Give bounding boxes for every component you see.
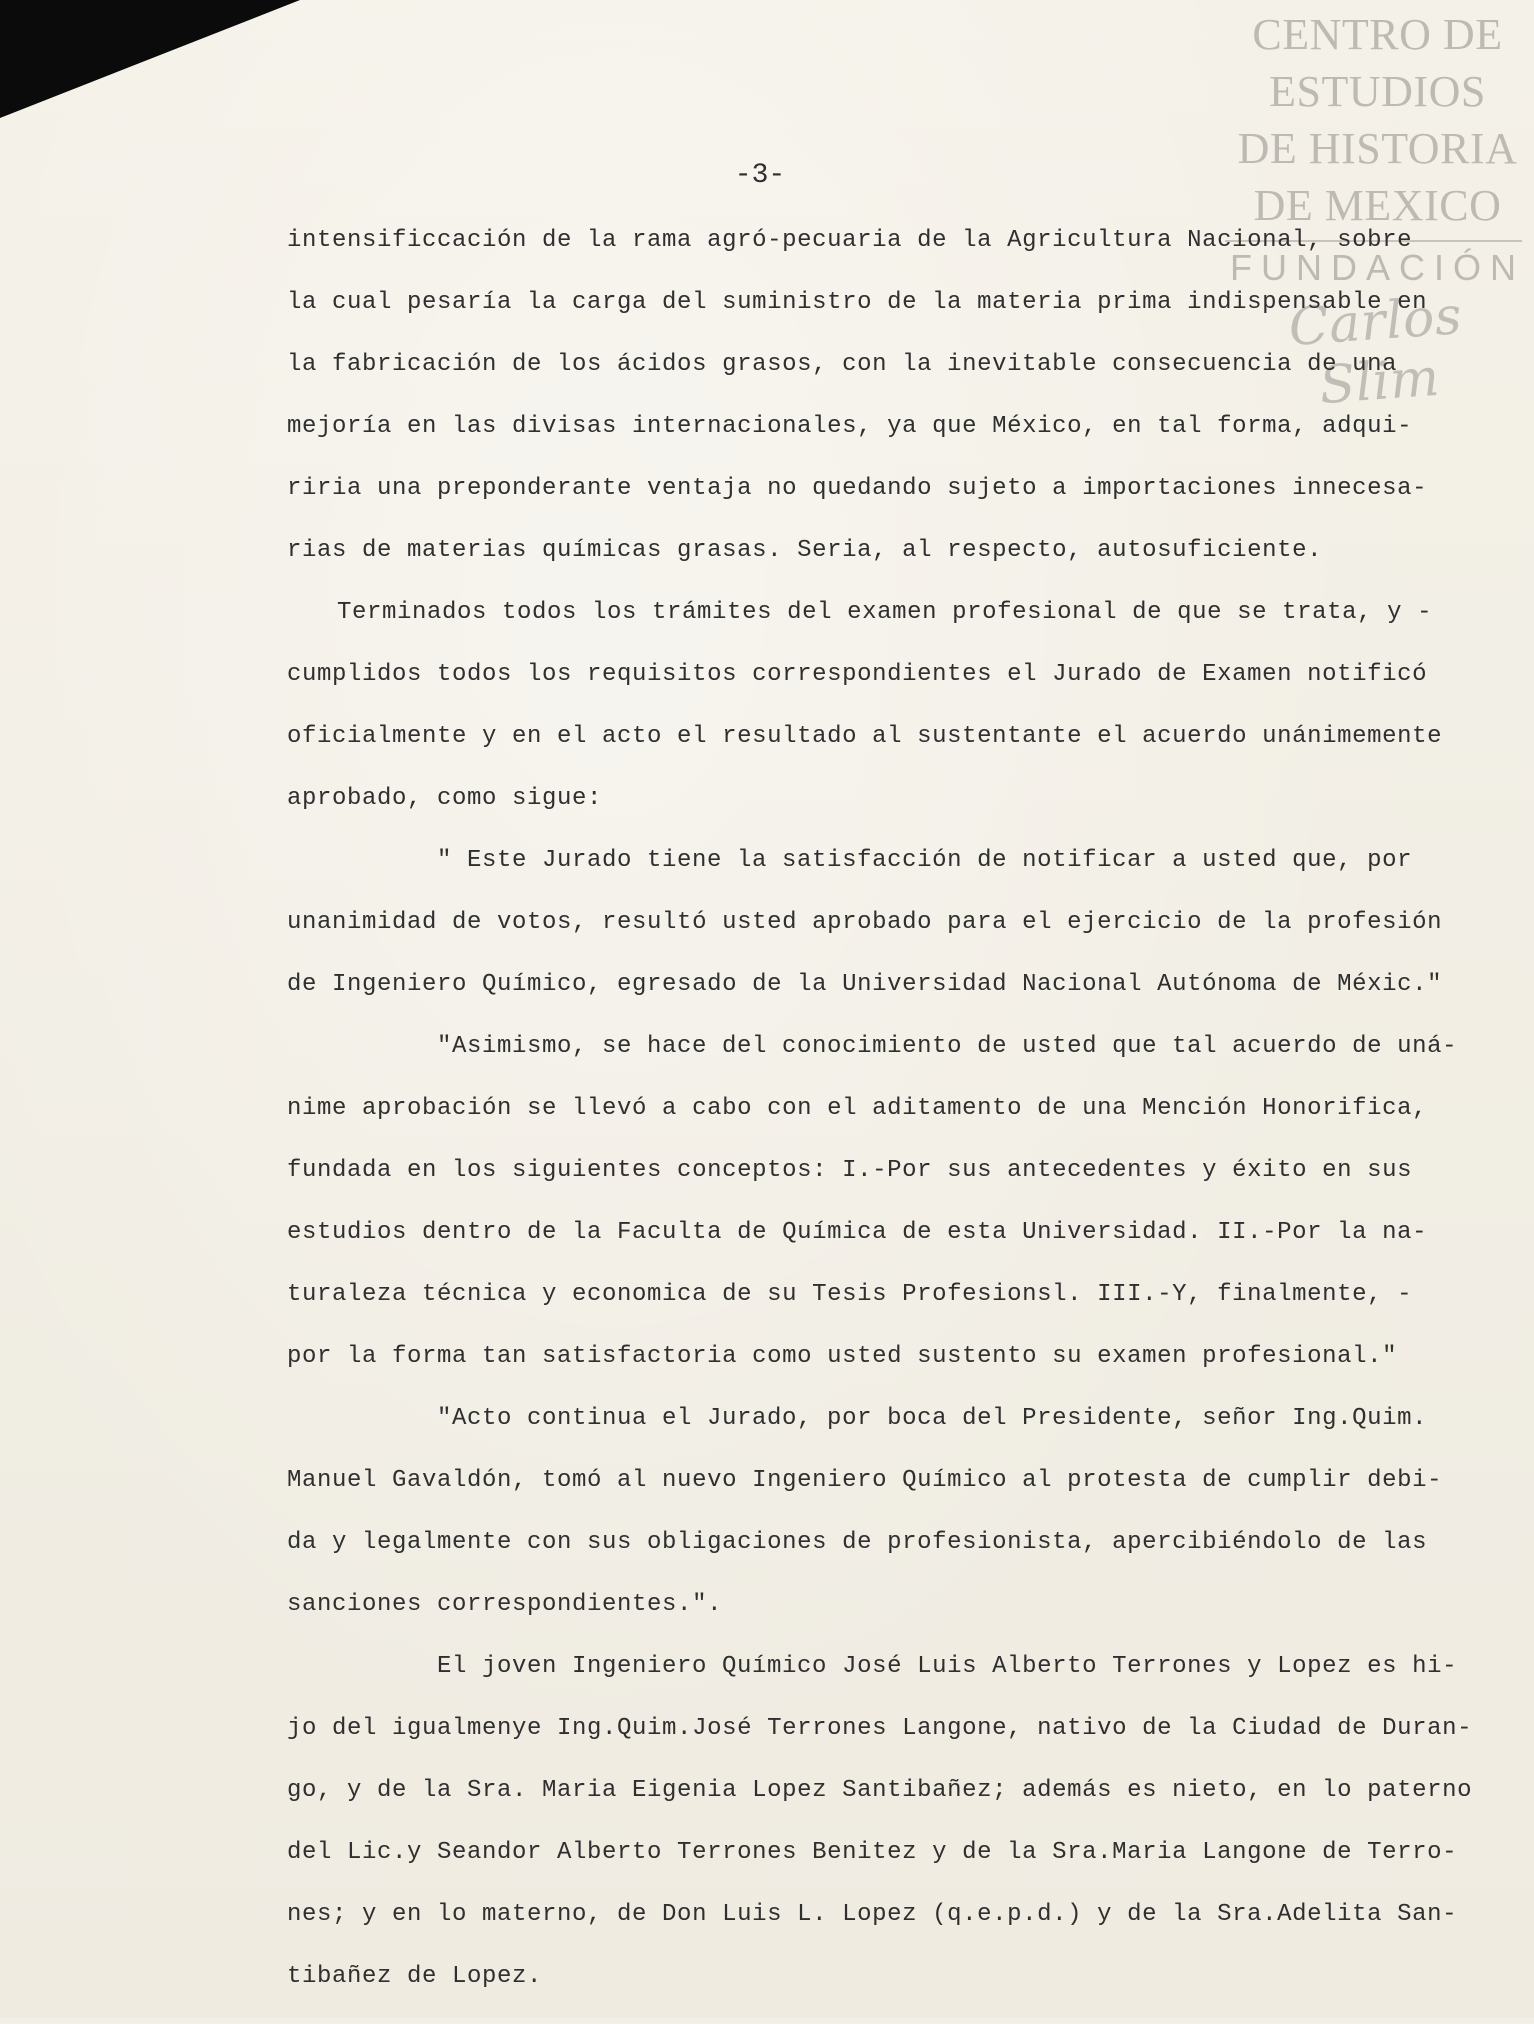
- text-line: aprobado, como sigue:: [287, 785, 603, 812]
- text-line: por la forma tan satisfactoria como usted sustento su examen profesional.": [287, 1343, 1398, 1370]
- text-line: tibañez de Lopez.: [287, 1963, 543, 1990]
- watermark-line: DE MEXICO: [1253, 181, 1502, 230]
- document-body: [287, 226, 1487, 2024]
- text-line: "Asimismo, se hace del conocimiento de usted que tal acuerdo de uná-: [437, 1033, 1458, 1060]
- text-line: unanimidad de votos, resultó usted aprobado para el ejercicio de la profesión: [287, 909, 1443, 936]
- text-line: la cual pesaría la carga del suministro de la materia prima indispensable en: [287, 289, 1428, 316]
- text-line: " Este Jurado tiene la satisfacción de notificar a usted que, por: [437, 847, 1413, 874]
- text-line: la fabricación de los ácidos grasos, con la inevitable consecuencia de una: [287, 351, 1398, 378]
- text-line: estudios dentro de la Faculta de Química de esta Universidad. II.-Por la na-: [287, 1219, 1428, 1246]
- text-line: El joven Ingeniero Químico José Luis Alberto Terrones y Lopez es hi-: [437, 1653, 1458, 1680]
- text-line: Terminados todos los trámites del examen profesional de que se trata, y -: [337, 599, 1433, 626]
- text-line: nes; y en lo materno, de Don Luis L. Lopez (q.e.p.d.) y de la Sra.Adelita San-: [287, 1901, 1458, 1928]
- text-line: cumplidos todos los requisitos correspondientes el Jurado de Examen notificó: [287, 661, 1428, 688]
- text-line: go, y de la Sra. Maria Eigenia Lopez Santibañez; además es nieto, en lo paterno: [287, 1777, 1473, 1804]
- text-line: "Acto continua el Jurado, por boca del Presidente, señor Ing.Quim.: [437, 1405, 1428, 1432]
- text-line: da y legalmente con sus obligaciones de profesionista, apercibiéndolo de las: [287, 1529, 1428, 1556]
- text-line: oficialmente y en el acto el resultado al sustentante el acuerdo unánimemente: [287, 723, 1443, 750]
- watermark-signature: Carlos Slim: [1286, 286, 1464, 417]
- text-line: jo del igualmenye Ing.Quim.José Terrones Langone, nativo de la Ciudad de Duran-: [287, 1715, 1473, 1742]
- text-line: nime aprobación se llevó a cabo con el aditamento de una Mención Honorifica,: [287, 1095, 1428, 1122]
- text-line: fundada en los siguientes conceptos: I.-Por sus antecedentes y éxito en sus: [287, 1157, 1413, 1184]
- text-line: sanciones correspondientes.".: [287, 1591, 723, 1618]
- page-number: -3-: [734, 160, 786, 191]
- watermark-line: ESTUDIOS: [1269, 67, 1486, 116]
- text-line: rias de materias químicas grasas. Seria, al respecto, autosuficiente.: [287, 537, 1323, 564]
- text-line: turaleza técnica y economica de su Tesis Profesionsl. III.-Y, finalmente, -: [287, 1281, 1413, 1308]
- watermark-fundacion: FUNDACIÓN: [1230, 247, 1525, 288]
- watermark-line: CENTRO DE: [1252, 10, 1503, 59]
- text-line: riria una preponderante ventaja no quedando sujeto a importaciones innecesa-: [287, 475, 1428, 502]
- text-line: del Lic.y Seandor Alberto Terrones Benitez y de la Sra.Maria Langone de Terro-: [287, 1839, 1458, 1866]
- text-line: Manuel Gavaldón, tomó al nuevo Ingeniero Químico al protesta de cumplir debi-: [287, 1467, 1443, 1494]
- watermark-line: DE HISTORIA: [1237, 124, 1518, 173]
- text-line: mejoría en las divisas internacionales, ya que México, en tal forma, adqui-: [287, 413, 1413, 440]
- folded-corner-shadow: [0, 0, 300, 118]
- text-line: intensificcación de la rama agró-pecuaria de la Agricultura Nacional, sobre: [287, 227, 1413, 254]
- text-line: de Ingeniero Químico, egresado de la Universidad Nacional Autónoma de Méxic.": [287, 971, 1443, 998]
